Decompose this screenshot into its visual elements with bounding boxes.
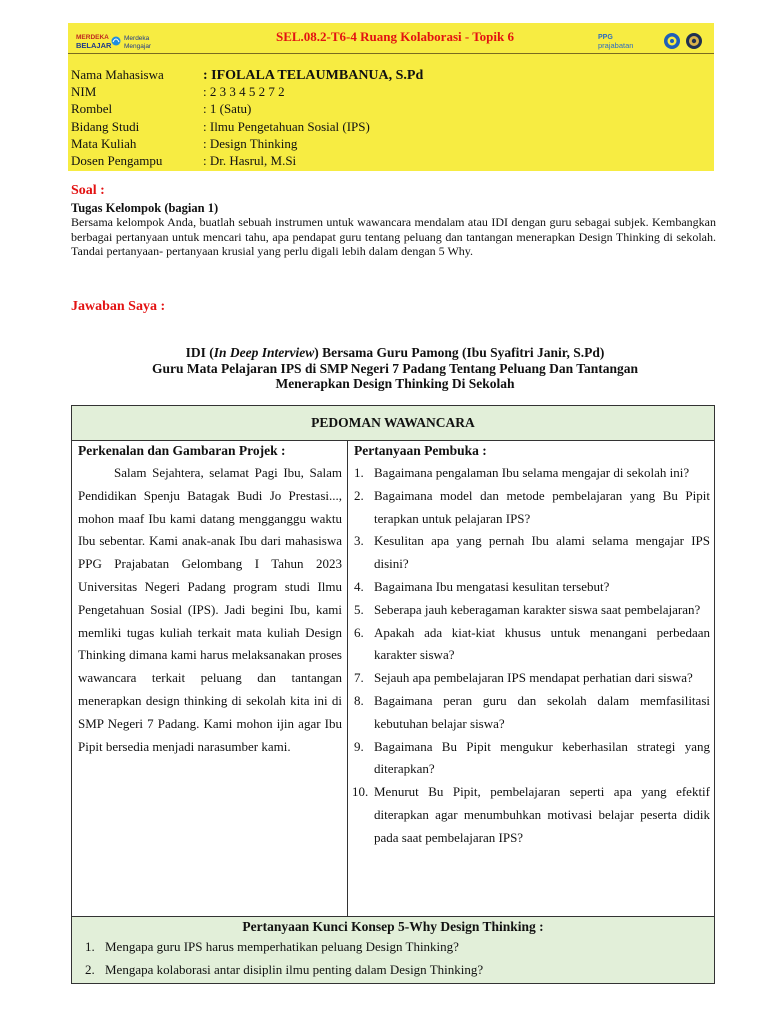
list-item: [354, 530, 710, 576]
question-number: 9.: [354, 738, 364, 754]
tugas-heading: Tugas Kelompok (bagian 1): [71, 201, 219, 215]
question-text: Menurut Bu Pipit, pembelajaran seperti apa yang efektif diterapkan agar menumbuhkan motivasi belajar peserta didik pada saat pembelajaran IPS?: [374, 784, 710, 845]
key-question-number: 1.: [85, 939, 95, 954]
question-number: 1.: [354, 465, 364, 480]
question-text: Sejauh apa pembelajaran IPS mendapat perhatian dari siswa?: [374, 670, 693, 686]
intro-paragraph: Salam Sejahtera, selamat Pagi Ibu, Salam Pendidikan Spenju Batagak Budi Jo Prestasi..., mohon maaf Ibu kami datang mengganggu waktu Ibu sebentar. Kami anak-anak Ibu dari mahasiswa PPG Prajabatan Gelombang I Tahun 2023 Universitas Negeri Padang program studi Ilmu Pengetahuan Sosial (IPS). Jadi begini Ibu, kami memliki tugas kuliah terkait mata kuliah Design Thinking dimana kami harus melaksanakan proses wawancara terkait peluang dan tantangan menerapkan design thinking di sekolah kita ini di SMP Negeri 7 Padang. Kami mohon ijin agar Ibu Pipit bersedia menjadi narasumber kami.: [78, 465, 342, 754]
list-item: [354, 622, 710, 668]
svg-text:Mengajar: Mengajar: [124, 43, 152, 50]
question-text: Bagaimana peran guru dan sekolah dalam memfasilitasi kebutuhan belajar siswa?: [374, 692, 710, 731]
question-number: 2.: [354, 487, 364, 503]
question-number: 5.: [354, 601, 364, 617]
soal-heading: Soal :: [71, 183, 105, 198]
ppg-logos: [598, 31, 714, 56]
ppg-prajabatan-logo: [598, 31, 714, 51]
info-label: Bidang Studi: [71, 119, 140, 134]
info-value: : Ilmu Pengetahuan Sosial (IPS): [203, 119, 370, 134]
info-row-mata-kuliah: [71, 135, 297, 152]
info-value: : 1 (Satu): [203, 101, 252, 116]
questions-heading: Pertanyaan Pembuka :: [354, 443, 487, 458]
info-value: : Design Thinking: [203, 136, 298, 151]
jawaban-heading: Jawaban Saya :: [71, 299, 166, 314]
question-number: 8.: [354, 692, 364, 708]
idi-title-line-3: Menerapkan Design Thinking Di Sekolah: [275, 376, 515, 391]
merdeka-belajar-logo: [76, 31, 172, 51]
column-divider: [347, 440, 348, 916]
info-label: Nama Mahasiswa: [71, 67, 164, 82]
info-label: Dosen Pengampu: [71, 153, 163, 168]
list-item: [354, 599, 710, 622]
question-number: 3.: [354, 533, 364, 549]
svg-text:Merdeka: Merdeka: [124, 35, 150, 42]
info-row-rombel: [71, 100, 251, 117]
question-text: Kesulitan apa yang pernah Ibu alami selama mengajar IPS disini?: [374, 533, 710, 572]
merdeka-logos: [76, 31, 172, 56]
info-value: : 2 3 3 4 5 2 7 2: [203, 84, 285, 99]
questions-list: [354, 462, 710, 850]
svg-text:MERDEKA: MERDEKA: [76, 34, 109, 41]
question-text: Bagaimana pengalaman Ibu selama mengajar di sekolah ini?: [374, 465, 690, 480]
question-number: 7.: [354, 670, 364, 686]
idi-title-line-1: [70, 345, 720, 361]
idi-suffix: ) Bersama Guru Pamong (Ibu Syafitri Janir, S.Pd): [314, 345, 605, 360]
info-value: : IFOLALA TELAUMBANUA, S.Pd: [203, 68, 424, 83]
list-item: [72, 936, 714, 959]
question-number: 4.: [354, 578, 364, 594]
key-question-text: Mengapa guru IPS harus memperhatikan peluang Design Thinking?: [105, 939, 459, 954]
info-label: Rombel: [71, 101, 113, 116]
question-number: 6.: [354, 624, 364, 640]
key-question-number: 2.: [85, 961, 95, 977]
questions-column: [354, 442, 710, 850]
table-title: PEDOMAN WAWANCARA: [72, 406, 714, 441]
soal-paragraph: Bersama kelompok Anda, buatlah sebuah instrumen untuk wawancara mendalam atau IDI dengan guru sebagai subjek. Kembangkan berbagai pertanyaan untuk mencari tahu, apa pendapat guru tentang peluang dan tantangan menerapkan Design Thinking di sekolah. Tandai pertanyaan- pertanyaan krusial yang perlu digali lebih dalam dengan 5 Why.: [71, 215, 716, 258]
svg-text:PPG: PPG: [598, 34, 613, 41]
question-text: Seberapa jauh keberagaman karakter siswa saat pembelajaran?: [374, 601, 701, 617]
list-item: [354, 690, 710, 736]
question-text: Apakah ada kiat-kiat khusus untuk menangani perbedaan karakter siswa?: [374, 624, 710, 663]
info-row-nim: [71, 83, 285, 100]
interview-guide-table: [71, 405, 715, 984]
question-number: 10.: [352, 784, 369, 800]
list-item: [354, 781, 710, 849]
svg-text:BELAJAR: BELAJAR: [76, 41, 112, 50]
list-item: [354, 667, 710, 690]
info-label: NIM: [71, 84, 97, 99]
question-text: Bagaimana Bu Pipit mengukur keberhasilan strategi yang diterapkan?: [374, 738, 710, 777]
idi-italic: In Deep Interview: [213, 345, 315, 360]
idi-title: [70, 345, 720, 392]
list-item: [72, 959, 714, 982]
idi-prefix: IDI (: [185, 345, 214, 360]
key-questions-heading: Pertanyaan Kunci Konsep 5-Why Design Thinking :: [242, 919, 544, 934]
info-row-bidang-studi: [71, 118, 370, 135]
list-item: [354, 736, 710, 782]
idi-title-line-2: Guru Mata Pelajaran IPS di SMP Negeri 7 Padang Tentang Peluang Dan Tantangan: [151, 360, 639, 376]
svg-text:prajabatan: prajabatan: [598, 41, 634, 50]
list-item: [354, 462, 710, 485]
intro-column: [78, 442, 342, 758]
info-row-nama: [71, 66, 423, 84]
list-item: [354, 485, 710, 531]
question-text: Bagaimana Ibu mengatasi kesulitan tersebut?: [374, 578, 610, 594]
key-questions-list: [72, 936, 714, 981]
question-text: Bagaimana model dan metode pembelajaran yang Bu Pipit terapkan untuk pelajaran IPS?: [374, 487, 710, 526]
info-label: Mata Kuliah: [71, 136, 137, 151]
list-item: [354, 576, 710, 599]
key-questions-section: [72, 917, 714, 983]
key-question-text: Mengapa kolaborasi antar disiplin ilmu penting dalam Design Thinking?: [105, 961, 484, 977]
document-title: SEL.08.2-T6-4 Ruang Kolaborasi - Topik 6: [275, 29, 515, 44]
info-value: : Dr. Hasrul, M.Si: [203, 153, 297, 168]
intro-heading: Perkenalan dan Gambaran Projek :: [78, 443, 286, 458]
info-row-dosen: [71, 152, 296, 169]
